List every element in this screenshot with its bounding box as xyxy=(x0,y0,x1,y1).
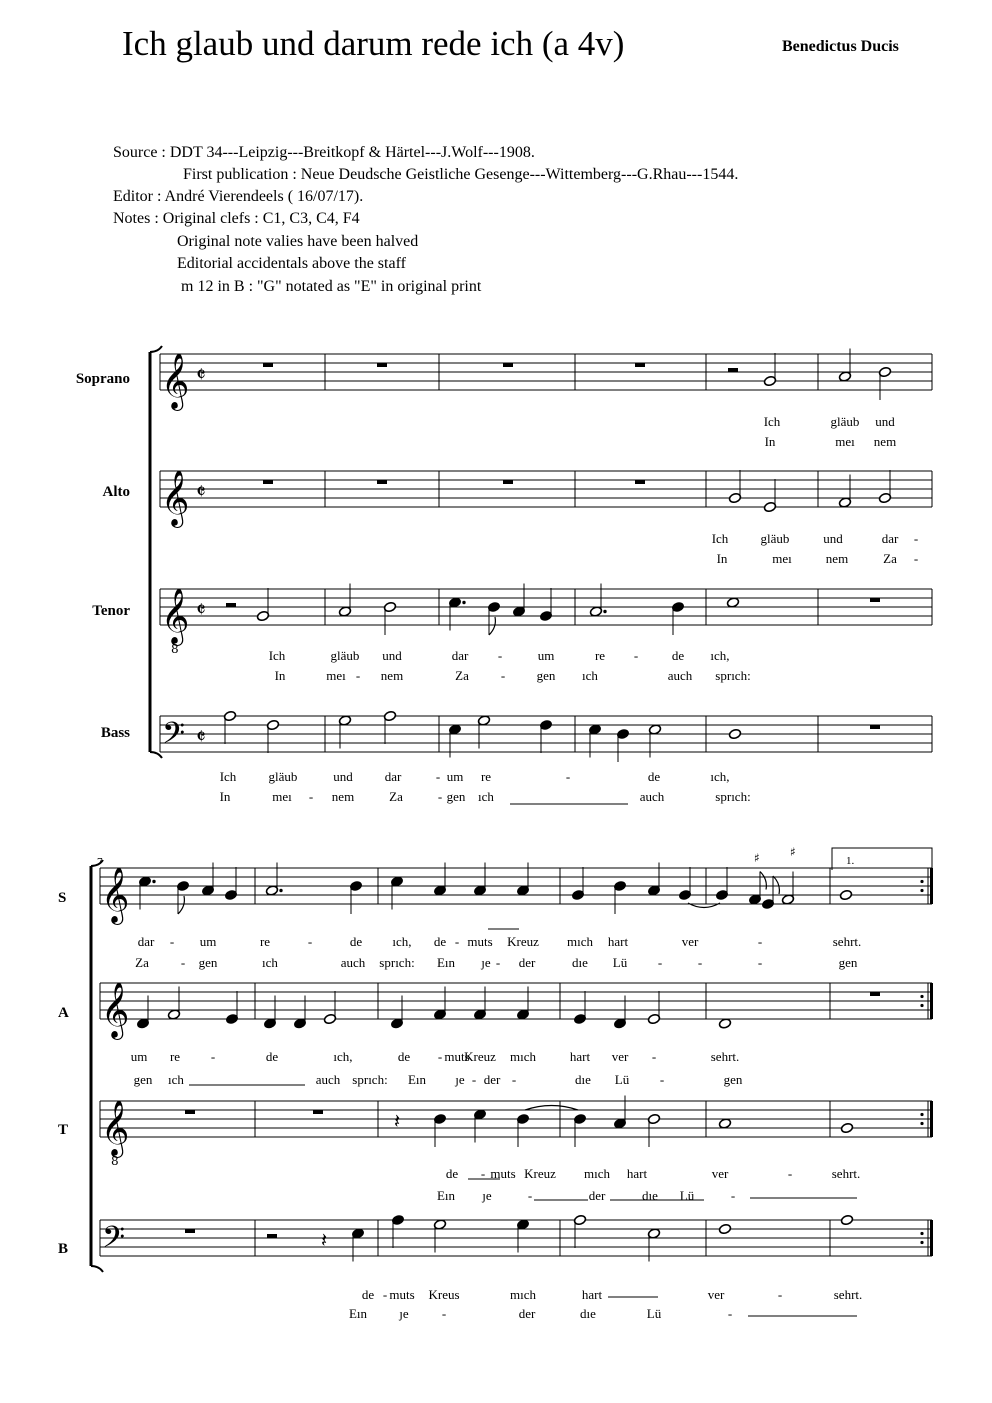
whole-rest-icon xyxy=(263,480,273,484)
m12-note-line: m 12 in B : "G" notated as "E" in original print xyxy=(181,278,482,295)
bracket-hook xyxy=(150,346,162,352)
lyric-syllable: dar xyxy=(451,648,469,663)
whole-rest-icon xyxy=(503,480,513,484)
lyric-syllable: - xyxy=(437,789,443,804)
lyric-syllable: - xyxy=(757,934,763,949)
repeat-dot xyxy=(920,880,923,883)
lyric-syllable: mıch xyxy=(567,934,593,949)
lyric-syllable: meı xyxy=(272,789,292,804)
whole-rest-icon xyxy=(503,363,513,367)
lyric-syllable: Kreuz xyxy=(524,1166,556,1181)
augmentation-dot xyxy=(152,880,155,883)
lyric-syllable: Ich xyxy=(763,414,781,429)
lyric-syllable: ver xyxy=(611,1049,629,1064)
lyric-syllable: - xyxy=(497,648,503,663)
lyric-syllable: mıch xyxy=(510,1287,536,1302)
whole-rest-icon xyxy=(263,363,273,367)
lyric-syllable: In xyxy=(219,789,231,804)
whole-rest-icon xyxy=(185,1110,195,1114)
tie xyxy=(525,1106,578,1111)
treble-clef-icon: 𝄞 xyxy=(101,982,130,1038)
lyric-syllable: sehrt. xyxy=(831,1166,861,1181)
lyric-syllable: - xyxy=(437,1049,443,1064)
lyric-syllable: de xyxy=(647,769,661,784)
octave-mark: 8 xyxy=(171,642,179,656)
lyric-syllable: ȷe xyxy=(399,1306,409,1321)
editorial-sharp-icon: ♯ xyxy=(790,845,796,859)
note-values-line: Original note valies have been halved xyxy=(177,233,419,250)
lyric-syllable: auch xyxy=(639,789,665,804)
lyric-syllable: sprıch: xyxy=(715,789,751,804)
treble-clef-icon: 𝄞 xyxy=(161,588,190,644)
lyric-syllable: ȷe xyxy=(455,1072,465,1087)
lyric-syllable: re xyxy=(594,648,606,663)
measure-number: 7 xyxy=(97,856,103,868)
lyric-syllable: dar xyxy=(384,769,402,784)
source-line: Source : DDT 34---Leipzig---Breitkopf & Härtel---J.Wolf---1908. xyxy=(113,144,535,161)
part-abbr-alto: A xyxy=(58,1005,69,1021)
editor-line: Editor : André Vierendeels ( 16/07/17). xyxy=(113,188,364,205)
cut-time-icon: 𝄵 xyxy=(196,363,206,388)
lyric-syllable: - xyxy=(697,955,703,970)
lyric-syllable: - xyxy=(382,1287,388,1302)
lyric-syllable: ȷe xyxy=(482,1188,492,1203)
bracket-hook xyxy=(150,752,162,758)
eighth-flag xyxy=(178,896,184,914)
lyric-syllable: Lü xyxy=(679,1188,695,1203)
whole-rest-icon xyxy=(635,363,645,367)
lyric-syllable: - xyxy=(435,769,441,784)
part-name-alto: Alto xyxy=(102,484,130,500)
lyric-syllable: Eın xyxy=(436,1188,456,1203)
lyric-syllable: sprıch: xyxy=(715,668,751,683)
lyric-syllable: de xyxy=(265,1049,279,1064)
lyric-syllable: um xyxy=(199,934,217,949)
whole-rest-icon xyxy=(635,480,645,484)
lyric-syllable: dar xyxy=(881,531,899,546)
note-head xyxy=(718,1223,731,1234)
lyric-syllable: ver xyxy=(707,1287,725,1302)
quarter-rest-icon: 𝄽 xyxy=(394,1109,401,1133)
treble-clef-icon: 𝄞 xyxy=(101,1100,130,1156)
lyric-syllable: gen xyxy=(446,789,466,804)
lyric-syllable: - xyxy=(565,769,571,784)
augmentation-dot xyxy=(603,610,606,613)
lyric-syllable: dıe xyxy=(575,1072,591,1087)
lyric-syllable: - xyxy=(777,1287,783,1302)
lyric-syllable: ıch xyxy=(168,1072,184,1087)
half-rest-icon xyxy=(267,1234,277,1238)
lyric-syllable: muts xyxy=(490,1166,516,1181)
note-head xyxy=(840,1214,853,1225)
octave-mark: 8 xyxy=(111,1154,119,1168)
half-rest-icon xyxy=(728,368,738,372)
lyric-syllable: - xyxy=(495,955,501,970)
lyric-syllable: de xyxy=(361,1287,375,1302)
lyric-syllable: - xyxy=(913,531,919,546)
lyric-syllable: Za xyxy=(135,955,149,970)
lyric-syllable: - xyxy=(480,1166,486,1181)
lyric-syllable: - xyxy=(787,1166,793,1181)
lyric-syllable: In xyxy=(764,434,776,449)
lyric-syllable: muts xyxy=(389,1287,415,1302)
lyric-syllable: - xyxy=(441,1306,447,1321)
lyric-syllable: gen xyxy=(133,1072,153,1087)
lyric-syllable: mıch xyxy=(584,1166,610,1181)
note-head xyxy=(728,728,741,739)
bass-clef-icon: 𝄢 xyxy=(162,717,186,758)
lyric-syllable: gen xyxy=(723,1072,743,1087)
repeat-dot xyxy=(920,1241,923,1244)
part-abbr-soprano: S xyxy=(58,890,67,906)
lyric-syllable: gen xyxy=(536,668,556,683)
eighth-flag xyxy=(489,617,495,635)
lyric-syllable: um xyxy=(130,1049,148,1064)
lyric-syllable: de xyxy=(433,934,447,949)
lyric-syllable: hart xyxy=(569,1049,591,1064)
lyric-syllable: der xyxy=(518,955,536,970)
lyric-syllable: sprıch: xyxy=(352,1072,388,1087)
whole-rest-icon xyxy=(377,363,387,367)
lyric-syllable: gläub xyxy=(760,531,790,546)
accidentals-line: Editorial accidentals above the staff xyxy=(177,255,406,272)
lyric-syllable: - xyxy=(169,934,175,949)
lyric-syllable: - xyxy=(307,934,313,949)
lyric-syllable: - xyxy=(757,955,763,970)
lyric-syllable: - xyxy=(500,668,506,683)
lyric-syllable: de xyxy=(349,934,363,949)
augmentation-dot xyxy=(279,889,282,892)
repeat-barline-thick xyxy=(930,1220,933,1256)
volta-label: 1. xyxy=(846,855,855,867)
lyric-syllable: Eın xyxy=(348,1306,368,1321)
lyric-syllable: de xyxy=(397,1049,411,1064)
lyric-syllable: gläub xyxy=(830,414,860,429)
lyric-syllable: dıe xyxy=(572,955,588,970)
note-head xyxy=(726,597,739,608)
lyric-syllable: meı xyxy=(772,551,792,566)
lyric-syllable: Eın xyxy=(407,1072,427,1087)
lyric-syllable: auch xyxy=(340,955,366,970)
part-name-tenor: Tenor xyxy=(92,603,130,619)
lyric-syllable: - xyxy=(633,648,639,663)
lyric-syllable: Ich xyxy=(219,769,237,784)
repeat-dot xyxy=(920,1004,923,1007)
volta-bracket xyxy=(832,848,932,870)
lyric-syllable: nem xyxy=(380,668,404,683)
treble-clef-icon: 𝄞 xyxy=(161,470,190,526)
lyric-syllable: sehrt. xyxy=(833,1287,863,1302)
lyric-syllable: - xyxy=(511,1072,517,1087)
lyric-syllable: der xyxy=(518,1306,536,1321)
lyric-syllable: - xyxy=(180,955,186,970)
lyric-syllable: ıch, xyxy=(710,648,730,663)
lyric-syllable: hart xyxy=(626,1166,648,1181)
whole-rest-icon xyxy=(377,480,387,484)
lyric-syllable: re xyxy=(169,1049,181,1064)
quarter-rest-icon: 𝄽 xyxy=(321,1228,328,1252)
repeat-dot xyxy=(920,1122,923,1125)
whole-rest-icon xyxy=(185,1229,195,1233)
note-head xyxy=(718,1018,731,1029)
lyric-syllable: um xyxy=(537,648,555,663)
lyric-syllable: - xyxy=(210,1049,216,1064)
lyric-syllable: Ich xyxy=(711,531,729,546)
lyric-syllable: gläub xyxy=(268,769,298,784)
lyric-syllable: gen xyxy=(198,955,218,970)
lyric-syllable: Lü xyxy=(646,1306,662,1321)
lyric-syllable: ıch, xyxy=(710,769,730,784)
lyric-syllable: hart xyxy=(581,1287,603,1302)
lyric-syllable: re xyxy=(480,769,492,784)
first-publication-line: First publication : Neue Deudsche Geistliche Gesenge---Wittemberg---G.Rhau---1544. xyxy=(183,166,739,183)
bracket-hook xyxy=(91,860,103,866)
lyric-syllable: ȷe xyxy=(481,955,491,970)
lyric-syllable: und xyxy=(875,414,895,429)
note-head xyxy=(840,1122,853,1133)
lyric-syllable: meı xyxy=(835,434,855,449)
cut-time-icon: 𝄵 xyxy=(196,725,206,750)
repeat-dot xyxy=(920,889,923,892)
whole-rest-icon xyxy=(870,992,880,996)
lyric-syllable: Kreuz xyxy=(507,934,539,949)
part-name-soprano: Soprano xyxy=(75,371,130,387)
repeat-barline-thick xyxy=(930,983,933,1019)
treble-clef-icon: 𝄞 xyxy=(101,867,130,923)
lyric-syllable: - xyxy=(657,955,663,970)
lyric-syllable: nem xyxy=(331,789,355,804)
lyric-syllable: hart xyxy=(607,934,629,949)
piece-title: Ich glaub und darum rede ich (a 4v) xyxy=(122,24,625,63)
lyric-syllable: mıch xyxy=(510,1049,536,1064)
part-abbr-tenor: T xyxy=(58,1122,69,1138)
lyric-syllable: nem xyxy=(825,551,849,566)
repeat-barline-thick xyxy=(930,868,933,904)
lyric-syllable: nem xyxy=(873,434,897,449)
lyric-syllable: der xyxy=(483,1072,501,1087)
lyric-syllable: - xyxy=(355,668,361,683)
lyric-syllable: der xyxy=(588,1188,606,1203)
whole-rest-icon xyxy=(313,1110,323,1114)
eighth-flag xyxy=(773,876,779,894)
whole-rest-icon xyxy=(870,725,880,729)
lyric-syllable: re xyxy=(259,934,271,949)
lyric-syllable: dar xyxy=(137,934,155,949)
composer-name: Benedictus Ducis xyxy=(782,38,899,55)
bass-clef-icon: 𝄢 xyxy=(102,1221,126,1262)
bracket-hook xyxy=(91,1266,103,1272)
clefs-note-line: Notes : Original clefs : C1, C3, C4, F4 xyxy=(113,210,360,227)
lyric-syllable: Za xyxy=(883,551,897,566)
augmentation-dot xyxy=(462,601,465,604)
lyric-syllable: gläub xyxy=(330,648,360,663)
repeat-dot xyxy=(920,995,923,998)
lyric-syllable: - xyxy=(651,1049,657,1064)
lyric-syllable: - xyxy=(659,1072,665,1087)
lyric-syllable: meı xyxy=(326,668,346,683)
lyric-syllable: Kreus xyxy=(428,1287,460,1302)
eighth-flag xyxy=(760,872,766,890)
lyric-syllable: Lü xyxy=(614,1072,630,1087)
part-abbr-bass: B xyxy=(58,1241,69,1257)
lyric-syllable: - xyxy=(308,789,314,804)
half-rest-icon xyxy=(226,603,236,607)
repeat-dot xyxy=(920,1113,923,1116)
repeat-barline-thick xyxy=(930,1101,933,1137)
lyric-syllable: ver xyxy=(681,934,699,949)
lyric-syllable: Eın xyxy=(436,955,456,970)
lyric-syllable: In xyxy=(716,551,728,566)
lyric-syllable: In xyxy=(274,668,286,683)
lyric-syllable: - xyxy=(730,1188,736,1203)
lyric-syllable: ıch xyxy=(478,789,494,804)
lyric-syllable: gen xyxy=(838,955,858,970)
lyric-syllable: Za xyxy=(455,668,469,683)
lyric-syllable: sprıch: xyxy=(379,955,415,970)
note-head xyxy=(718,1118,731,1129)
lyric-syllable: ıch xyxy=(262,955,278,970)
lyric-syllable: ıch xyxy=(582,668,598,683)
lyric-syllable: de xyxy=(671,648,685,663)
note-head xyxy=(839,889,852,900)
lyric-syllable: um xyxy=(446,769,464,784)
lyric-syllable: Ich xyxy=(268,648,286,663)
repeat-dot xyxy=(920,1232,923,1235)
lyric-syllable: muts xyxy=(467,934,493,949)
lyric-syllable: muts xyxy=(444,1049,470,1064)
lyric-syllable: und xyxy=(823,531,843,546)
lyric-syllable: ver xyxy=(711,1166,729,1181)
lyric-syllable: sehrt. xyxy=(710,1049,740,1064)
lyric-syllable: ıch, xyxy=(392,934,412,949)
lyric-syllable: sehrt. xyxy=(832,934,862,949)
lyric-syllable: - xyxy=(913,551,919,566)
lyric-syllable: Kreuz xyxy=(464,1049,496,1064)
lyric-syllable: - xyxy=(454,934,460,949)
lyric-syllable: auch xyxy=(667,668,693,683)
lyric-syllable: Lü xyxy=(612,955,628,970)
lyric-syllable: dıe xyxy=(642,1188,658,1203)
lyric-syllable: auch xyxy=(315,1072,341,1087)
whole-rest-icon xyxy=(870,598,880,602)
part-name-bass: Bass xyxy=(100,725,130,741)
treble-clef-icon: 𝄞 xyxy=(161,353,190,409)
lyric-syllable: - xyxy=(471,1072,477,1087)
cut-time-icon: 𝄵 xyxy=(196,480,206,505)
editorial-sharp-icon: ♯ xyxy=(754,851,760,865)
lyric-syllable: de xyxy=(445,1166,459,1181)
cut-time-icon: 𝄵 xyxy=(196,598,206,623)
lyric-syllable: ıch, xyxy=(333,1049,353,1064)
lyric-syllable: Za xyxy=(389,789,403,804)
lyric-syllable: dıe xyxy=(580,1306,596,1321)
lyric-syllable: und xyxy=(333,769,353,784)
lyric-syllable: und xyxy=(382,648,402,663)
lyric-syllable: - xyxy=(527,1188,533,1203)
lyric-syllable: - xyxy=(727,1306,733,1321)
